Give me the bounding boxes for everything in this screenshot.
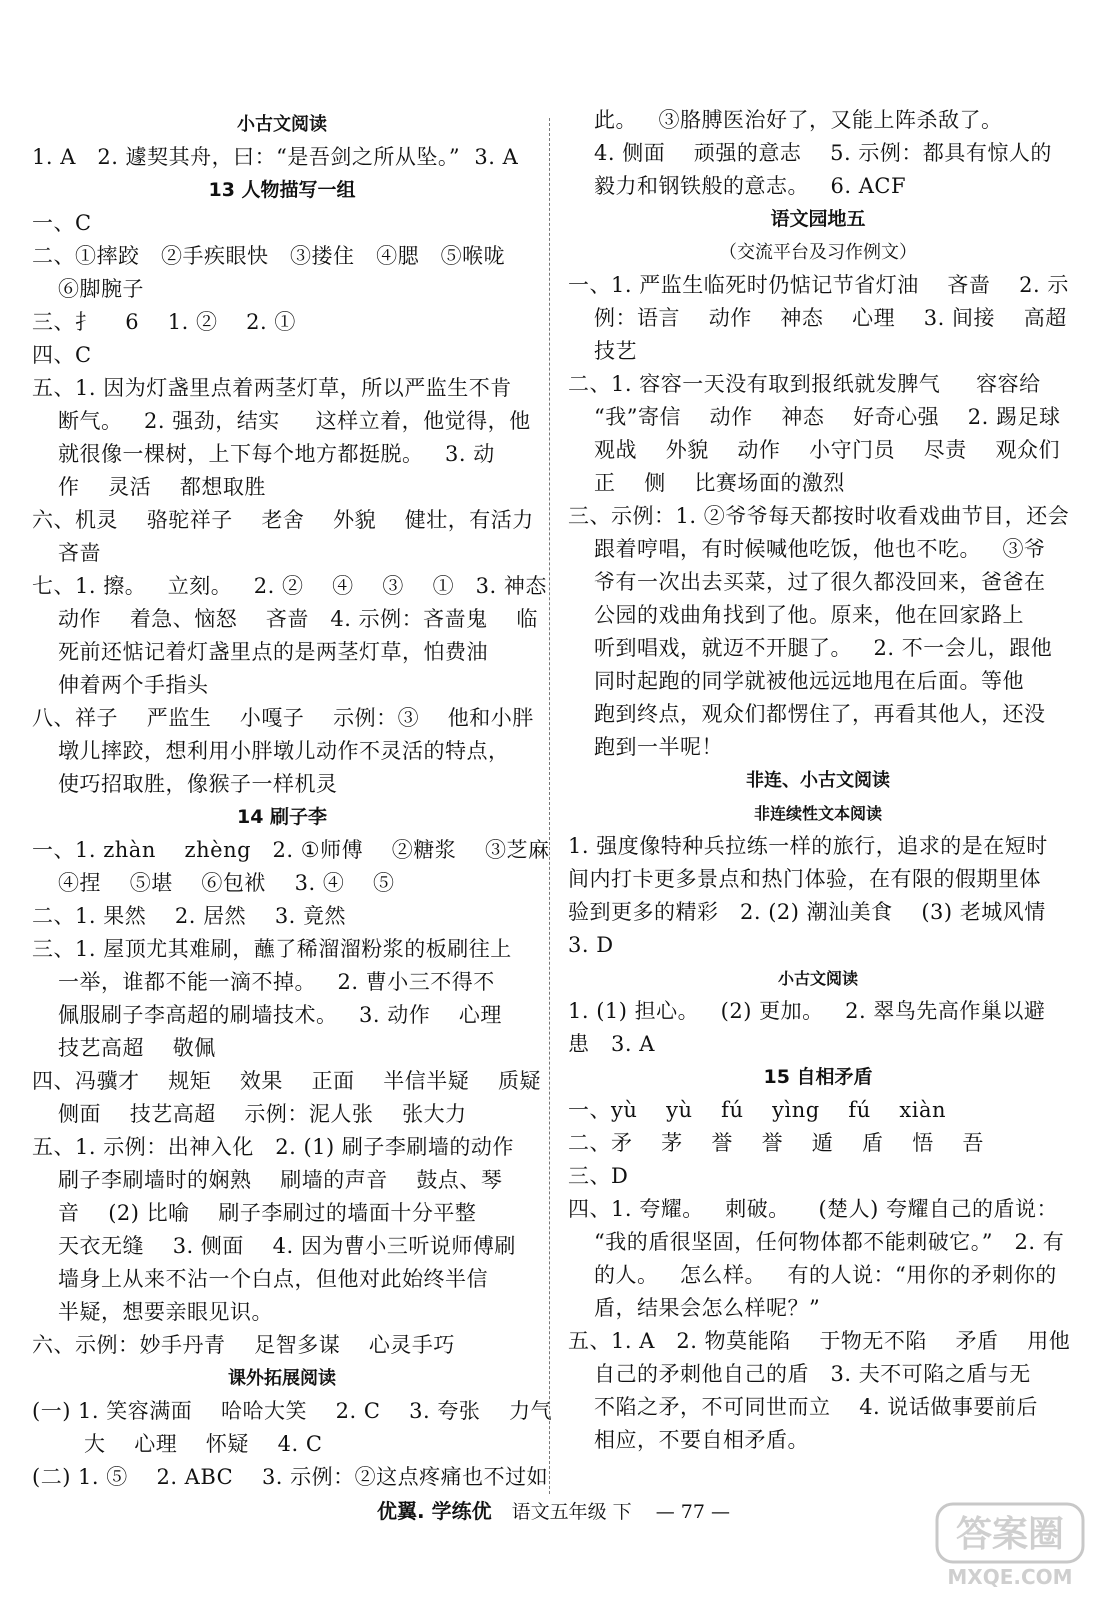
answer-line: 同时起跑的同学就被他远远地甩在后面。等他: [594, 669, 1024, 693]
answer-line: 五、1. 因为灯盏里点着两茎灯草，所以严监生不肯: [32, 376, 512, 400]
answer-line: 二、1. 容容一天没有取到报纸就发脾气 容容给: [568, 372, 1041, 396]
answer-line: 观战 外貌 动作 小守门员 尽责 观众们: [594, 438, 1061, 462]
answer-line: 断气。 2. 强劲，结实 这样立着，他觉得，他: [58, 409, 531, 433]
answer-line: 听到唱戏，就迈不开腿了。 2. 不一会儿，跟他: [594, 636, 1053, 660]
left-column: [32, 108, 553, 1494]
section-heading: 13 人物描写一组: [208, 179, 356, 201]
answer-line: 间内打卡更多景点和热门体验，在有限的假期里体: [568, 867, 1041, 891]
answer-line: 半疑，想要亲眼见识。: [58, 1300, 273, 1324]
answer-line: 跑到一半呢！: [594, 735, 723, 759]
answer-line: 侧面 技艺高超 示例：泥人张 张大力: [58, 1102, 467, 1126]
answer-line: 八、祥子 严监生 小嘎子 示例：③ 他和小胖: [32, 706, 534, 730]
answer-line: ⑥脚腕子: [58, 277, 144, 301]
answer-line: 作 灵活 都想取胜: [58, 475, 266, 499]
answer-line: (一) 1. 笑容满面 哈哈大笑 2. C 3. 夸张 力气: [32, 1399, 553, 1423]
answer-line: 技艺: [594, 339, 637, 363]
answer-line: 四、1. 夸耀。 刺破。 (楚人) 夸耀自己的盾说：: [568, 1197, 1058, 1221]
watermark-logo: [935, 1500, 1085, 1590]
answer-line: 不陷之矛，不可同世而立 4. 说话做事要前后: [594, 1395, 1038, 1419]
answer-line: 一、yù yù fú yìng fú xiàn: [568, 1098, 947, 1122]
answer-line: 跑到终点，观众们都愣住了，再看其他人，还没: [594, 702, 1046, 726]
answer-line: 盾，结果会怎么样呢？”: [594, 1296, 821, 1320]
footer-subject: 语文五年级 下: [511, 1501, 632, 1523]
answer-line: 技艺高超 敬佩: [58, 1036, 216, 1060]
answer-line: 正 侧 比赛场面的激烈: [594, 471, 845, 495]
answer-line: 三、示例：1. ②爷爷每天都按时收看戏曲节目，还会: [568, 504, 1070, 528]
answer-line: 自己的矛刺他自己的盾 3. 夫不可陷之盾与无: [594, 1362, 1031, 1386]
page-number: — 77 —: [655, 1501, 730, 1523]
answer-line: “我的盾很坚固，任何物体都不能刺破它。” 2. 有: [594, 1230, 1065, 1254]
answer-line: 四、C: [32, 343, 92, 367]
answer-line: 四、冯骥才 规矩 效果 正面 半信半疑 质疑: [32, 1069, 542, 1093]
answer-line: 六、示例：妙手丹青 足智多谋 心灵手巧: [32, 1333, 455, 1357]
answer-line: 大 心理 怀疑 4. C: [84, 1432, 323, 1456]
section-heading: 15 自相矛盾: [763, 1066, 873, 1088]
section-heading: 小古文阅读: [237, 114, 327, 135]
answer-line: 墩儿摔跤，想利用小胖墩儿动作不灵活的特点，: [58, 739, 510, 763]
answer-line: 一、1. zhàn zhèng 2. ①师傅 ②糖浆 ③芝麻: [32, 838, 550, 862]
answer-line: 就很像一棵树，上下每个地方都挺脱。 3. 动: [58, 442, 495, 466]
section-heading: 小古文阅读: [777, 969, 858, 988]
answer-line: 使巧招取胜，像猴子一样机灵: [58, 772, 338, 796]
answer-line: 跟着哼唱，有时候喊他吃饭，他也不吃。 ③爷: [594, 537, 1046, 561]
answer-line: ④捏 ⑤堪 ⑥包袱 3. ④ ⑤: [58, 871, 395, 895]
answer-line: 佩服刷子李高超的刷墙技术。 3. 动作 心理: [58, 1003, 502, 1027]
column-divider: [549, 118, 550, 1494]
answer-line: 毅力和钢铁般的意志。 6. ACF: [594, 174, 907, 198]
answer-line: 三、D: [568, 1164, 629, 1188]
answer-line: 二、矛 茅 誉 誉 遁 盾 悟 吾: [568, 1131, 984, 1155]
answer-line: 一举，谁都不能一滴不掉。 2. 曹小三不得不: [58, 970, 495, 994]
answer-line: 五、1. 示例：出神入化 2. (1) 刷子李刷墙的动作: [32, 1135, 514, 1159]
answer-line: 三、扌 6 1. ② 2. ①: [32, 310, 296, 334]
right-column: [568, 104, 1071, 1457]
answer-line: 相应，不要自相矛盾。: [594, 1428, 809, 1452]
answer-line: 墙身上从来不沾一个白点，但他对此始终半信: [58, 1267, 488, 1291]
answer-line: 患 3. A: [568, 1032, 655, 1056]
answer-line: 此。 ③胳膊医治好了，又能上阵杀敌了。: [594, 108, 1003, 132]
answer-line: “我”寄信 动作 神态 好奇心强 2. 踢足球: [594, 405, 1061, 429]
section-heading: 语文园地五: [770, 208, 866, 230]
answer-line: 三、1. 屋顶尤其难刷，蘸了稀溜溜粉浆的板刷往上: [32, 937, 512, 961]
answer-line: 验到更多的精彩 2. (2) 潮汕美食 (3) 老城风情: [568, 900, 1046, 924]
watermark-url: MXQE.COM: [947, 1565, 1073, 1589]
section-heading: 课外拓展阅读: [228, 1368, 336, 1389]
answer-line: 爷有一次出去买菜，过了很久都没回来，爸爸在: [594, 570, 1046, 594]
answer-line: 一、1. 严监生临死时仍惦记节省灯油 吝啬 2. 示: [568, 273, 1069, 297]
answer-line: 刷子李刷墙时的娴熟 刷墙的声音 鼓点、琴: [58, 1168, 503, 1192]
answer-line: 七、1. 擦。 立刻。 2. ② ④ ③ ① 3. 神态: [32, 574, 547, 598]
answer-line: 六、机灵 骆驼祥子 老舍 外貌 健壮，有活力: [32, 508, 534, 532]
answer-line: 的人。 怎么样。 有的人说：“用你的矛刺你的: [594, 1263, 1057, 1287]
answer-line: 死前还惦记着灯盏里点的是两茎灯草，怕费油: [58, 640, 488, 664]
section-heading: 非连续性文本阅读: [753, 804, 882, 823]
answer-line: 1. (1) 担心。 (2) 更加。 2. 翠鸟先高作巢以避: [568, 999, 1046, 1023]
answer-line: 五、1. A 2. 物莫能陷 于物无不陷 矛盾 用他: [568, 1329, 1071, 1353]
answer-line: 天衣无缝 3. 侧面 4. 因为曹小三听说师傅刷: [58, 1234, 516, 1258]
watermark-text: 答案圈: [955, 1514, 1065, 1555]
section-heading: （交流平台及习作例文）: [719, 242, 917, 263]
footer-brand: 优翼. 学练优: [377, 1499, 492, 1523]
section-heading: 14 刷子李: [236, 806, 328, 828]
answer-line: 一、C: [32, 211, 92, 235]
section-heading: 非连、小古文阅读: [746, 770, 890, 791]
answer-line: 4. 侧面 顽强的意志 5. 示例：都具有惊人的: [594, 141, 1052, 165]
answer-line: (二) 1. ⑤ 2. ABC 3. 示例：②这点疼痛也不过如: [32, 1465, 549, 1489]
answer-line: 动作 着急、恼怒 吝啬 4. 示例：吝啬鬼 临: [58, 607, 538, 631]
answer-line: 1. 强度像特种兵拉练一样的旅行，追求的是在短时: [568, 834, 1048, 858]
answer-line: 例：语言 动作 神态 心理 3. 间接 高超: [594, 306, 1067, 330]
answer-line: 二、①摔跤 ②手疾眼快 ③搂住 ④腮 ⑤喉咙: [32, 244, 506, 268]
answer-line: 3. D: [568, 933, 614, 957]
answer-line: 音 (2) 比喻 刷子李刷过的墙面十分平整: [58, 1201, 477, 1225]
answer-line: 伸着两个手指头: [58, 673, 209, 697]
answer-line: 二、1. 果然 2. 居然 3. 竟然: [32, 904, 347, 928]
answer-line: 吝啬: [58, 541, 101, 565]
answer-line: 公园的戏曲角找到了他。原来，他在回家路上: [594, 603, 1024, 627]
answer-line: 1. A 2. 遽契其舟，曰：“是吾剑之所从坠。” 3. A: [32, 145, 519, 169]
